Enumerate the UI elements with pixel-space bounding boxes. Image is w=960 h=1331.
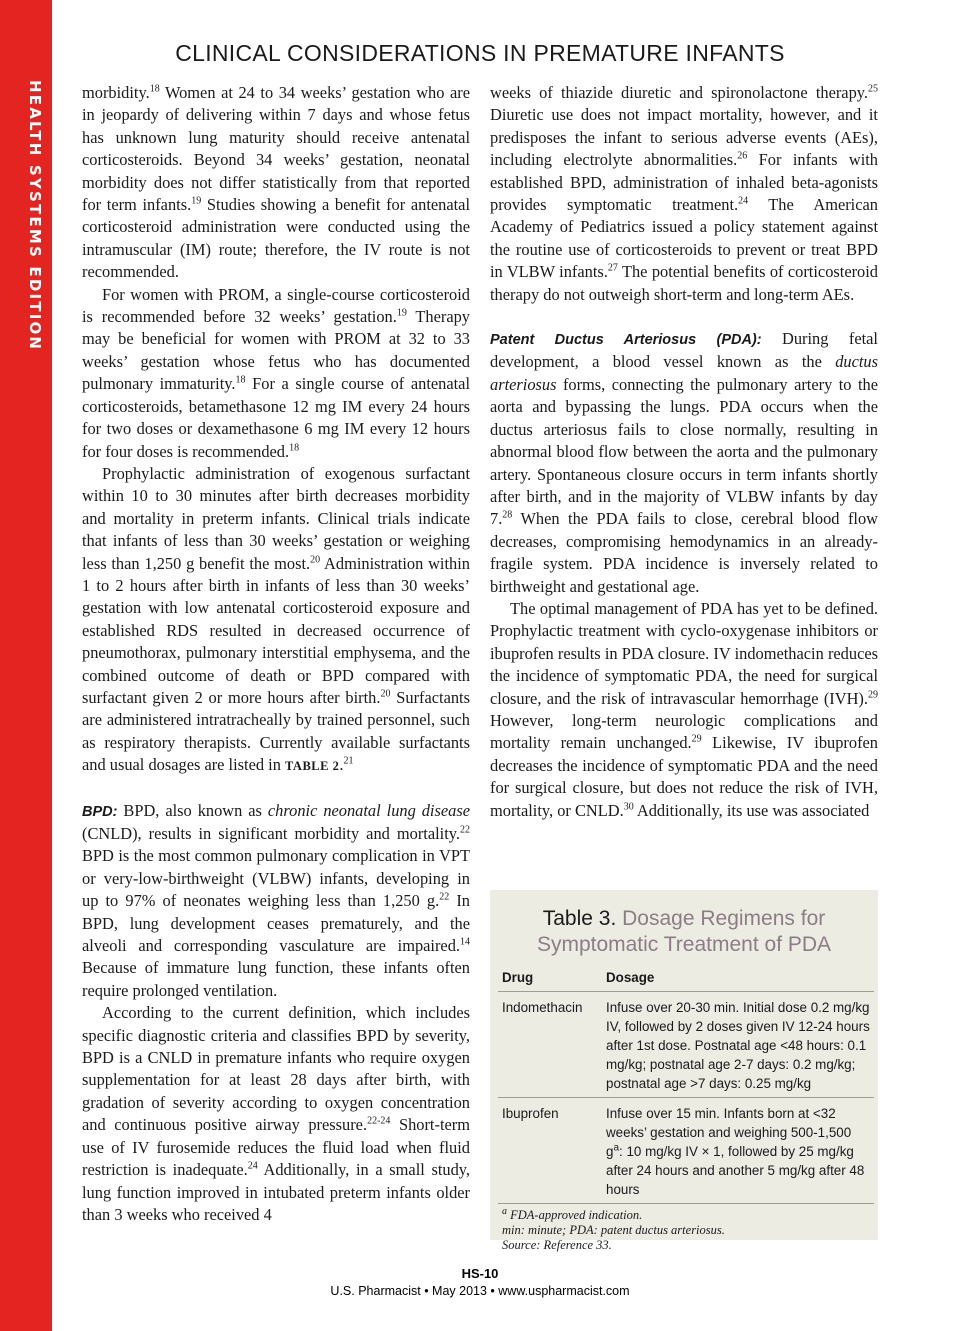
dosage-table — [498, 966, 874, 1204]
paragraph-surfactant: Prophylactic administration of exogenous surfactant within 10 to 30 minutes after birth decreases morbidity and mortality in preterm infants. Clinical trials indicate that infants of less than 30 weeks’ gestation or weighing less than 1,250 g benefit the most.$^{20}$ Administration within 1 to 2 hours after birth in infants of less than 30 weeks’ gestation with low antenatal corticosteroid exposure and established RDS resulted in decreased occurrence of pneumothorax, pulmonary interstitial emphysema, and the combined outcome of death or BPD compared with surfactant given 2 or more hours after birth.$^{20}$ Surfactants are administered intratracheally by trained personnel, such as respiratory therapists. Currently available surfactants and usual dosages are listed in TABLE 2.21 — [82, 463, 470, 775]
paragraph-prom: For women with PROM, a single-course corticosteroid is recommended before 32 weeks’ gestation.$^{19}$ Therapy may be beneficial for women with PROM at 32 to 33 weeks’ gestation whose fetus who has documented pulmonary immaturity.$^{18}$ For a single course of antenatal corticosteroids, betamethasone 12 mg IM every 24 hours for two doses or dexamethasone 6 mg IM every 12 hours for four doses is recommended.$^{18}$ — [82, 284, 471, 461]
edition-label-text: HEALTH SYSTEMS EDITION — [26, 80, 44, 352]
table-row — [498, 1098, 874, 1204]
dosage-cell: Infuse over 15 min. Infants born at <32 weeks’ gestation and weighing 500-1,500 $g^a$: 10 mg/kg IV × 1, followed by 25 mg/kg after 24 hours and another 5 mg/kg after 48 hours — [602, 1098, 874, 1204]
table-header-row — [498, 966, 874, 992]
paragraph-bpd-definition: According to the current definition, which includes specific diagnostic criteria and classifies BPD by severity, BPD is a CNLD in premature infants who require oxygen supplementation for at least 28 days after birth, with gradation of severity according to oxygen concentration and continuous positive airway pressure.$^{22-24}$ Short-term use of IV furosemide reduces the fluid load when fluid restriction is inadequate.$^{24}$ Additionally, in a small study, lung function improved in intubated preterm infants older than 3 weeks who received 4 — [82, 1003, 470, 1224]
page-number: HS-10 — [461, 1266, 499, 1281]
paragraph-corticosteroids: morbidity.$^{18}$ Women at 24 to 34 weeks’ gestation who are in jeopardy of delivering within 7 days and whose fetus has unknown lung maturity should receive antenatal corticosteroids. Beyond 34 weeks’ gestation, neonatal morbidity does not differ statistically from that reported for term infants.$^{19}$ Studies showing a benefit for antenatal corticosteroid administration were conducted using the intramuscular (IM) route; therefore, the IV route is not recommended. — [82, 83, 470, 282]
table-row — [498, 992, 874, 1098]
publication-line: U.S. Pharmacist • May 2013 • www.uspharmacist.com — [330, 1284, 630, 1298]
header-dosage: Dosage — [602, 966, 874, 992]
dosage-cell: Infuse over 20-30 min. Initial dose 0.2 mg/kg IV, followed by 2 doses given IV 12-24 hours after 1st dose. Postnatal age <48 hours: 0.1 mg/kg; postnatal age 2-7 days: 0.2 mg/kg; postnatal age >7 days: 0.25 mg/kg — [602, 992, 874, 1098]
table-abbreviations: min: minute; PDA: patent ductus arteriosus. — [502, 1223, 725, 1237]
right-column — [490, 82, 878, 822]
paragraph-pda: Patent Ductus Arteriosus (PDA): During fetal development, a blood vessel known as the ductus arteriosus forms, connecting the pulmonary artery to the aorta and bypassing the lungs. PDA occurs when the ductus arteriosus fails to close normally, resulting in abnormal blood flow between the aorta and the pulmonary artery. Spontaneous closure occurs in term infants shortly after birth, and in the majority of VLBW infants by day 7.28 When the PDA fails to close, cerebral blood flow decreases, compromising hemodynamics in an already-fragile system. PDA incidence is inversely related to birthweight and gestational age. — [490, 329, 878, 596]
table-footnote: $^a$ FDA-approved indication. — [502, 1205, 643, 1222]
table-notes — [502, 1205, 878, 1253]
table-3-title: Table 3. Dosage Regimens for Symptomatic Treatment of PDA — [536, 907, 832, 956]
running-head: CLINICAL CONSIDERATIONS IN PREMATURE INFANTS — [175, 40, 785, 66]
paragraph-pda-management: The optimal management of PDA has yet to be defined. Prophylactic treatment with cyclo-oxygenase inhibitors or ibuprofen results in PDA closure. IV indomethacin reduces the incidence of symptomatic PDA, the need for surgical closure, and the risk of intravascular hemorrhage (IVH).$^{29}$ However, long-term neurologic complications and mortality remain unchanged.$^{29}$ Likewise, IV ibuprofen decreases the incidence of symptomatic PDA and the need for surgical closure, but does not reduce the risk of IVH, mortality, or CNLD.$^{30}$ Additionally, its use was associated — [490, 598, 878, 820]
drug-cell: Indomethacin — [498, 992, 602, 1098]
header-drug: Drug — [498, 966, 602, 992]
table-3-box — [490, 890, 878, 1252]
table-2-reference: TABLE 2 — [285, 759, 340, 774]
paragraph-diuretics: weeks of thiazide diuretic and spironolactone therapy.$^{25}$ Diuretic use does not impact mortality, however, and it predisposes the infant to serious adverse events (AEs), including electrolyte abnormalities.$^{26}$ For infants with established BPD, administration of inhaled beta-agonists provides symptomatic treatment.$^{24}$ The American Academy of Pediatrics issued a policy statement against the routine use of corticosteroids to prevent or treat BPD in VLBW infants.$^{27}$ The potential benefits of corticosteroid therapy do not outweigh short-term and long-term AEs. — [490, 83, 879, 304]
left-column — [82, 82, 470, 1226]
paragraph-bpd: BPD: BPD, also known as chronic neonatal lung disease (CNLD), results in significant morbidity and mortality.$^{22}$ BPD is the most common pulmonary complication in VPT or very-low-birthweight (VLBW) infants, developing in up to 97% of neonates weighing less than 1,250 g.$^{22}$ In BPD, lung development ceases prematurely, and the alveoli and corresponding vasculature are impaired.$^{14}$ Because of immature lung function, these infants often require prolonged ventilation. — [82, 800, 470, 1000]
section-lead-pda: Patent Ductus Arteriosus (PDA): — [490, 332, 762, 349]
drug-cell: Ibuprofen — [498, 1098, 602, 1204]
section-lead-bpd: BPD: — [82, 803, 118, 820]
edition-label — [8, 80, 48, 352]
table-source: Source: Reference 33. — [502, 1238, 612, 1252]
